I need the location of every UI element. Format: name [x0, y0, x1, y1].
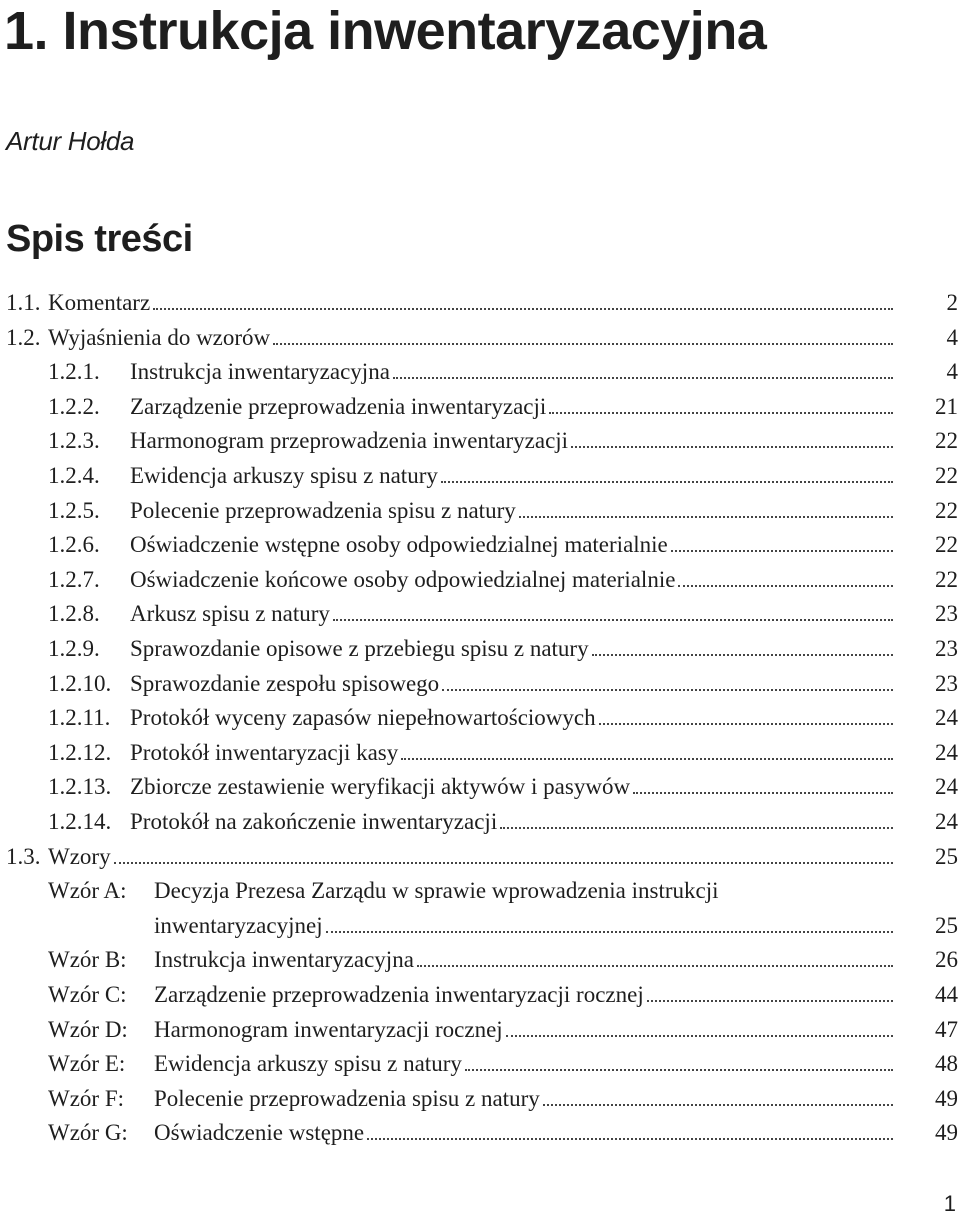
toc-entry-title: Protokół wyceny zapasów niepełnowartościowych [130, 705, 596, 731]
toc-entry[interactable] [0, 770, 960, 804]
toc-entry[interactable] [0, 736, 960, 770]
dot-leader [442, 667, 893, 691]
toc-entry-title: Zarządzenie przeprowadzenia inwentaryzacji [130, 393, 547, 419]
toc-entry-number: 1.2.1. [48, 359, 100, 385]
toc-entry[interactable] [0, 1013, 960, 1047]
dot-leader [647, 978, 893, 1002]
toc-entry-title: Komentarz [48, 290, 151, 315]
dot-leader [671, 528, 893, 552]
toc-entry-number: 1.2. [6, 324, 41, 350]
dot-leader [393, 355, 893, 379]
toc-entry[interactable] [0, 390, 960, 424]
toc-entry[interactable] [0, 805, 960, 839]
toc-entry-title: Zarządzenie przeprowadzenia inwentaryzacji rocznej [154, 982, 644, 1007]
toc-entry[interactable] [0, 1082, 960, 1116]
toc-entry-page: 49 [935, 1120, 958, 1146]
toc-entry-number: Wzór G: [48, 1120, 128, 1146]
dot-leader [465, 1047, 893, 1071]
toc-entry[interactable] [0, 667, 960, 701]
toc-entry-title: Polecenie przeprowadzenia spisu z natury [130, 497, 516, 523]
toc-entry-title: Oświadczenie wstępne osoby odpowiedzialnej materialnie [130, 532, 668, 558]
toc-entry-page: 44 [935, 982, 958, 1007]
dot-leader [114, 840, 893, 864]
document-title: 1. Instrukcja inwentaryzacyjna [4, 1, 767, 61]
dot-leader [599, 701, 893, 725]
toc-entry[interactable] [0, 597, 960, 631]
toc-entry-page: 25 [935, 912, 958, 938]
toc-entry-page: 49 [935, 1085, 958, 1111]
dot-leader [678, 563, 893, 587]
toc-entry-title: Wyjaśnienia do wzorów [48, 324, 271, 350]
toc-entry[interactable] [0, 1116, 960, 1150]
dot-leader [367, 1116, 893, 1140]
toc-entry-title: Decyzja Prezesa Zarządu w sprawie wprowadzenia instrukcji [154, 878, 719, 904]
toc-entry-title: Harmonogram przeprowadzenia inwentaryzacji [130, 428, 569, 454]
dot-leader [543, 1082, 893, 1106]
dot-leader [633, 770, 893, 794]
toc-entry-number: 1.2.7. [48, 566, 100, 592]
toc-entry-title: Polecenie przeprowadzenia spisu z natury [154, 1085, 540, 1111]
toc-entry-page: 4 [946, 324, 958, 350]
dot-leader [326, 909, 893, 933]
toc-entry-number: Wzór A: [48, 878, 127, 904]
dot-leader [333, 597, 893, 621]
dot-leader [500, 805, 893, 829]
dot-leader [417, 943, 893, 967]
toc-entry-number: 1.2.8. [48, 601, 100, 627]
toc-entry[interactable] [0, 909, 960, 943]
toc-entry-title: Arkusz spisu z natury [130, 601, 330, 627]
toc-entry-number: 1.2.2. [48, 393, 100, 419]
toc-entry-page: 21 [935, 393, 958, 419]
toc-entry[interactable] [0, 978, 960, 1012]
toc-entry[interactable] [0, 286, 960, 320]
toc-entry[interactable] [0, 424, 960, 458]
toc-entry-title: Protokół inwentaryzacji kasy [130, 739, 399, 765]
toc-entry[interactable] [0, 1047, 960, 1081]
toc-entry-page: 25 [935, 843, 958, 869]
toc-entry-number: 1.2.11. [48, 705, 111, 731]
toc-entry-page: 22 [935, 566, 958, 592]
toc-entry-title: Instrukcja inwentaryzacyjna [154, 947, 414, 973]
toc-entry[interactable] [0, 840, 960, 874]
toc-entry-title: Harmonogram inwentaryzacji rocznej [154, 1016, 503, 1042]
toc-entry-page: 2 [946, 290, 958, 315]
toc-entry-page: 24 [935, 809, 958, 834]
toc-entry-title: Sprawozdanie opisowe z przebiegu spisu z natury [130, 636, 589, 661]
toc-entry-page: 24 [935, 705, 958, 731]
toc-entry[interactable] [0, 632, 960, 666]
toc-entry-number: Wzór C: [48, 982, 127, 1007]
toc-entry-page: 22 [935, 532, 958, 558]
toc-entry[interactable] [0, 355, 960, 389]
toc-entry-page: 4 [946, 359, 958, 385]
toc-entry[interactable] [0, 528, 960, 562]
toc-entry-page: 23 [935, 601, 958, 627]
toc-entry-number: 1.2.4. [48, 463, 100, 488]
dot-leader [273, 321, 893, 345]
toc-entry-page: 47 [935, 1016, 958, 1042]
dot-leader [571, 424, 893, 448]
toc-entry-page: 22 [935, 497, 958, 523]
toc-entry-number: 1.2.6. [48, 532, 100, 558]
toc-entry-page: 23 [935, 670, 958, 696]
toc-entry-number: 1.2.12. [48, 739, 112, 765]
toc-entry-title: Oświadczenie końcowe osoby odpowiedzialnej materialnie [130, 566, 676, 592]
toc-entry[interactable] [0, 943, 960, 977]
toc-entry-number: 1.2.3. [48, 428, 100, 454]
toc-entry-number: Wzór E: [48, 1051, 126, 1077]
toc-entry[interactable] [0, 563, 960, 597]
toc-entry-page: 24 [935, 739, 958, 765]
toc-entry-page: 24 [935, 774, 958, 800]
toc-entry-page: 26 [935, 947, 958, 973]
toc-entry-number: 1.1. [6, 290, 41, 315]
toc-entry-number: 1.3. [6, 843, 41, 869]
dot-leader [153, 286, 893, 310]
toc-entry-title: inwentaryzacyjnej [154, 912, 323, 938]
dot-leader [441, 459, 893, 483]
toc-entry-title: Oświadczenie wstępne [154, 1120, 365, 1146]
toc-entry-number: 1.2.14. [48, 809, 112, 834]
toc-entry-number: 1.2.9. [48, 636, 100, 661]
toc-entry-title: Zbiorcze zestawienie weryfikacji aktywów i pasywów [130, 774, 631, 800]
toc-entry-number: Wzór B: [48, 947, 127, 973]
dot-leader [592, 632, 893, 656]
toc-heading: Spis treści [6, 218, 193, 260]
dot-leader [549, 390, 893, 414]
toc-entry[interactable] [0, 701, 960, 735]
dot-leader [401, 736, 893, 760]
dot-leader [519, 494, 893, 518]
toc-entry-number: Wzór D: [48, 1016, 128, 1042]
dot-leader [506, 1013, 893, 1037]
toc-entry-number: 1.2.13. [48, 774, 112, 800]
toc-entry-title: Sprawozdanie zespołu spisowego [130, 670, 440, 696]
toc-entry-title: Wzory [48, 843, 111, 869]
toc-entry[interactable] [0, 494, 960, 528]
toc-entry-title: Ewidencja arkuszy spisu z natury [130, 463, 438, 488]
toc-entry-title: Instrukcja inwentaryzacyjna [130, 359, 390, 385]
toc-entry-page: 22 [935, 463, 958, 488]
toc-entry-number: 1.2.10. [48, 670, 112, 696]
toc-entry[interactable] [0, 874, 960, 908]
page-number: 1 [943, 1191, 956, 1216]
toc-entry-number: Wzór F: [48, 1085, 125, 1111]
author-name: Artur Hołda [6, 126, 135, 156]
toc-entry-page: 23 [935, 636, 958, 661]
toc-entry[interactable] [0, 321, 960, 355]
toc-entry-title: Ewidencja arkuszy spisu z natury [154, 1051, 462, 1077]
toc-entry[interactable] [0, 459, 960, 493]
toc-entry-page: 48 [935, 1051, 958, 1077]
toc-entry-title: Protokół na zakończenie inwentaryzacji [130, 809, 498, 834]
toc-entry-page: 22 [935, 428, 958, 454]
toc-entry-number: 1.2.5. [48, 497, 100, 523]
